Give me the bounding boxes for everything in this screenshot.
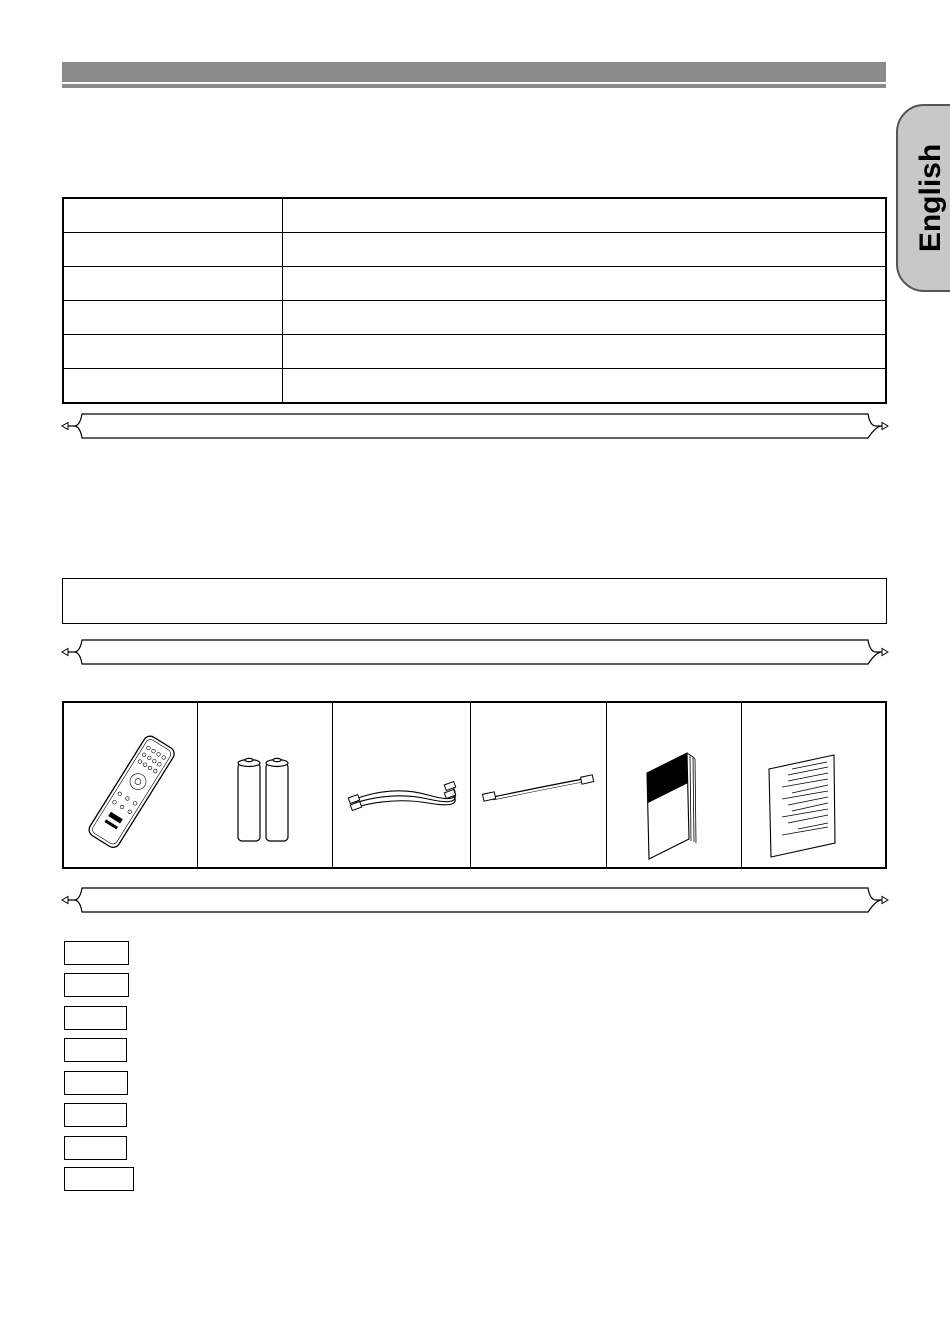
accessory-cell — [607, 703, 742, 867]
table-row — [63, 198, 886, 233]
symbol-key-box — [64, 1136, 127, 1160]
table-cell-value — [283, 267, 887, 301]
symbol-key-box — [64, 1103, 127, 1127]
header-bar — [62, 62, 886, 82]
table-cell-value — [283, 198, 887, 233]
table-cell-label — [63, 301, 283, 335]
table-cell-label — [63, 335, 283, 369]
symbol-key-box — [64, 1038, 127, 1062]
section-banner — [60, 412, 890, 440]
remote-control-icon — [64, 703, 198, 867]
symbol-key-box — [64, 941, 129, 965]
header-rule — [62, 84, 886, 88]
table-row — [63, 233, 886, 267]
table-cell-value — [283, 301, 887, 335]
accessory-cell — [64, 703, 198, 867]
accessory-cell — [742, 703, 885, 867]
table-cell-label — [63, 233, 283, 267]
table-cell-value — [283, 335, 887, 369]
accessory-cell — [198, 703, 333, 867]
table-cell-label — [63, 267, 283, 301]
note-box — [62, 578, 887, 624]
accessory-cell — [471, 703, 607, 867]
table-cell-value — [283, 369, 887, 404]
symbol-key-box — [64, 1006, 127, 1030]
table-cell-label — [63, 369, 283, 404]
table-row — [63, 301, 886, 335]
table-row — [63, 335, 886, 369]
batteries-icon — [198, 703, 333, 867]
table-row — [63, 369, 886, 404]
section-banner — [60, 638, 890, 666]
symbol-key-box — [64, 1071, 128, 1095]
section-banner — [60, 886, 890, 914]
specifications-table — [62, 197, 887, 404]
accessories-table — [62, 701, 887, 869]
owners-manual-icon — [607, 703, 742, 867]
language-tab-label: English — [914, 143, 947, 253]
table-cell-value — [283, 233, 887, 267]
av-cable-icon — [333, 703, 471, 867]
accessory-cell — [333, 703, 471, 867]
coaxial-cable-icon — [471, 703, 607, 867]
symbol-key-box — [64, 1167, 134, 1191]
symbol-key-box — [64, 973, 129, 997]
language-tab — [896, 104, 950, 292]
table-cell-label — [63, 198, 283, 233]
warranty-card-icon — [742, 703, 884, 867]
table-row — [63, 267, 886, 301]
